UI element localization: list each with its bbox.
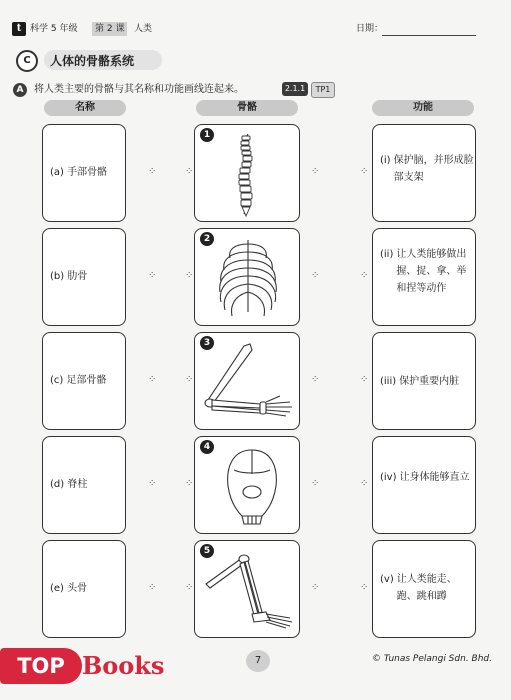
- connector-dot[interactable]: ⁘: [311, 270, 320, 281]
- tp-tag: TP1: [311, 82, 335, 98]
- connector-dot[interactable]: ⁘: [148, 166, 157, 177]
- name-label-a: (a) 手部骨骼: [50, 167, 108, 178]
- connector-dot[interactable]: ⁘: [360, 166, 369, 177]
- bone-number-1: 1: [200, 128, 214, 142]
- section-badge: A: [13, 83, 27, 97]
- section-icon: C: [16, 50, 38, 72]
- function-text-i: (i) 保护脑，并形成脸部支架: [380, 155, 474, 183]
- publisher-credit: © Tunas Pelangi Sdn. Bhd.: [372, 654, 492, 664]
- lesson-label: 第 2 课: [92, 22, 127, 36]
- arm-hand-bones-icon: [200, 340, 296, 424]
- column-header-function: 功能: [372, 100, 474, 116]
- watermark-logo: TOP: [0, 648, 82, 684]
- bone-number-5: 5: [200, 544, 214, 558]
- instruction-text: 将人类主要的骨骼与其名称和功能画线连起来。: [34, 84, 244, 95]
- connector-dot[interactable]: ⁘: [148, 270, 157, 281]
- page-title: 人体的骨骼系统: [50, 54, 135, 68]
- name-label-c: (c) 足部骨骼: [50, 375, 107, 386]
- bone-number-4: 4: [200, 440, 214, 454]
- date-label: 日期：: [356, 24, 384, 34]
- connector-dot[interactable]: ⁘: [185, 478, 194, 489]
- watermark-text: Books: [82, 651, 165, 680]
- column-header-bone: 骨骼: [196, 100, 298, 116]
- bone-number-2: 2: [200, 232, 214, 246]
- name-label-b: (b) 肋骨: [50, 271, 88, 282]
- connector-dot[interactable]: ⁘: [185, 582, 194, 593]
- leg-foot-bones-icon: [200, 548, 296, 632]
- connector-dot[interactable]: ⁘: [311, 166, 320, 177]
- ribcage-icon: [214, 236, 282, 320]
- connector-dot[interactable]: ⁘: [311, 374, 320, 385]
- connector-dot[interactable]: ⁘: [185, 270, 194, 281]
- name-label-d: (d) 脊柱: [50, 479, 88, 490]
- connector-dot[interactable]: ⁘: [148, 374, 157, 385]
- connector-dot[interactable]: ⁘: [360, 270, 369, 281]
- function-text-v: (v) 让人类能走、跑、跳和蹲: [380, 574, 457, 602]
- standard-tag: 2.1.1: [282, 82, 308, 96]
- name-label-e: (e) 头骨: [50, 583, 88, 594]
- connector-dot[interactable]: ⁘: [148, 582, 157, 593]
- connector-dot[interactable]: ⁘: [311, 582, 320, 593]
- grade-label: 科学 5 年级: [30, 24, 78, 34]
- connector-dot[interactable]: ⁘: [311, 478, 320, 489]
- function-text-iii: (iii) 保护重要内脏: [380, 376, 460, 387]
- connector-dot[interactable]: ⁘: [148, 478, 157, 489]
- publisher-logo: t: [12, 22, 26, 36]
- column-header-name: 名称: [44, 100, 126, 116]
- spine-icon: [226, 130, 266, 218]
- function-text-ii: (ii) 让人类能够做出握、捉、拿、举和捏等动作: [380, 249, 467, 294]
- connector-dot[interactable]: ⁘: [185, 374, 194, 385]
- connector-dot[interactable]: ⁘: [360, 374, 369, 385]
- bone-number-3: 3: [200, 336, 214, 350]
- connector-dot[interactable]: ⁘: [360, 478, 369, 489]
- date-input-line[interactable]: [382, 35, 476, 36]
- connector-dot[interactable]: ⁘: [185, 166, 194, 177]
- page-number: 7: [246, 650, 270, 672]
- function-text-iv: (iv) 让身体能够直立: [380, 472, 470, 483]
- connector-dot[interactable]: ⁘: [360, 582, 369, 593]
- topic-label: 人类: [134, 24, 153, 34]
- skull-icon: [222, 444, 282, 528]
